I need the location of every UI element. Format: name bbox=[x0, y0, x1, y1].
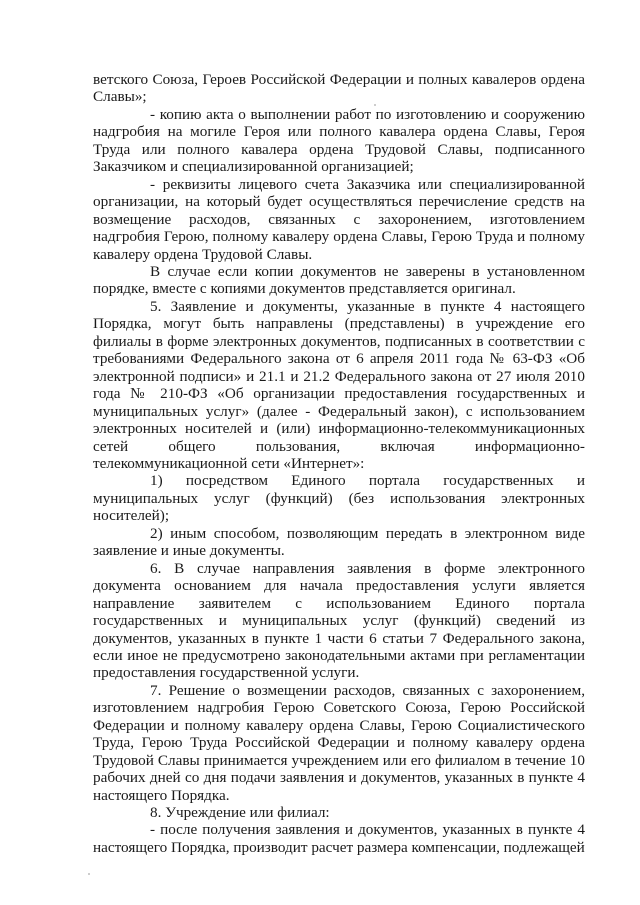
document-body bbox=[93, 71, 585, 856]
paragraph-account-details: - реквизиты лицевого счета Заказчика или специализированной организации, на который будет осуществляться перечисление средств на возмещение расходов, связанных с захоронением, изготовлением надгробия Герою, полному кавалеру ордена Славы, Герою Труда и полному кавалеру ордена Трудовой Славы. bbox=[93, 175, 585, 263]
paragraph-item-5: 5. Заявление и документы, указанные в пункте 4 настоящего Порядка, могут быть направлены (представлены) в учреждение его филиалы в форме электронных документов, подписанных в соответствии с требованиями Федерального закона от 6 апреля 2011 года № 63-ФЗ «Об электронной подписи» и 21.1 и 21.2 Федерального закона от 27 июля 2010 года № 210-ФЗ «Об организации предоставления государственных и муниципальных услуг» (далее - Федеральный закон), с использованием электронных носителей и (или) информационно-телекоммуникационных сетей общего пользования, включая информационно-телекоммуникационной сети «Интернет»: bbox=[93, 297, 585, 472]
scan-speck bbox=[88, 873, 90, 875]
paragraph-item-6: 6. В случае направления заявления в форме электронного документа основанием для начала предоставления услуги является направление заявителем с использованием Единого портала государственных и муниципальных услуг (функций) сведений из документов, указанных в пункте 1 части 6 статьи 7 Федерального закона, если иное не предусмотрено законодательными актами при регламентации предоставления государственной услуги. bbox=[93, 559, 585, 682]
paragraph-act-copy: - копию акта о выполнении работ по изготовлению и сооружению надгробия на могиле Героя или полного кавалера ордена Славы, Героя Труда или полного кавалера ордена Трудовой Славы, подписанного Заказчиком и специализированной организацией; bbox=[93, 105, 585, 176]
paragraph-item-5-1: 1) посредством Единого портала государственных и муниципальных услуг (функций) (без использования электронных носителей); bbox=[93, 472, 585, 525]
paragraph-item-5-2: 2) иным способом, позволяющим передать в электронном виде заявление и иные документы. bbox=[93, 524, 585, 560]
paragraph-item-8-after-receipt: - после получения заявления и документов, указанных в пункте 4 настоящего Порядка, производит расчет размера компенсации, подлежащей bbox=[93, 821, 585, 856]
paragraph-item-7: 7. Решение о возмещении расходов, связанных с захоронением, изготовлением надгробия Герою Советского Союза, Герою Российской Федерации и полному кавалеру ордена Славы, Герою Социалистического Труда, Герою Труда Российской Федерации и полному кавалеру ордена Трудовой Славы принимается учреждением или его филиалом в течение 10 рабочих дней со дня подачи заявления и документов, указанных в пункте 4 настоящего Порядка. bbox=[93, 681, 585, 804]
paragraph-item-8: 8. Учреждение или филиал: bbox=[150, 804, 330, 822]
paragraph-uncertified-copies: В случае если копии документов не заверены в установленном порядке, вместе с копиями документов представляется оригинал. bbox=[93, 262, 585, 298]
paragraph-continuation: ветского Союза, Героев Российской Федерации и полных кавалеров ордена Славы»; bbox=[93, 71, 585, 106]
